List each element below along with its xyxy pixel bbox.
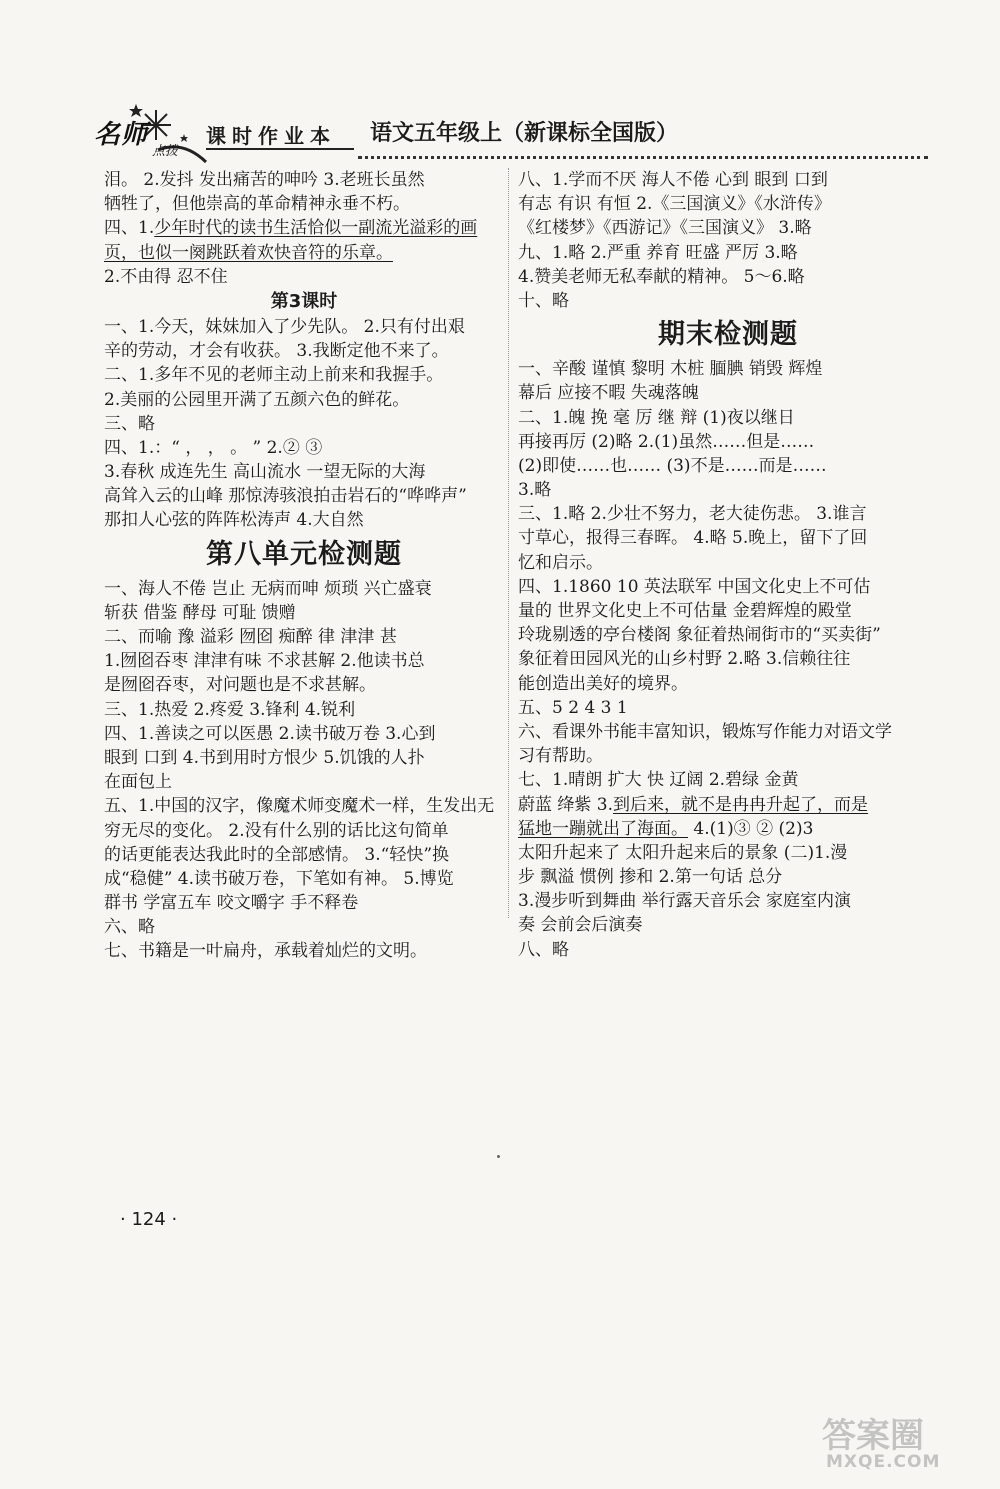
answer-text: 是囫囵吞枣，对问题也是不求甚解。	[104, 675, 376, 696]
answer-line	[104, 460, 504, 484]
answer-text: 量的 世界文化史上不可估量 金碧辉煌的殿堂	[518, 601, 852, 621]
answer-line	[518, 289, 938, 313]
watermark-text: 答案圈	[822, 1416, 924, 1456]
answer-line	[518, 938, 938, 962]
watermark-url: MXQE.COM	[826, 1452, 941, 1472]
answer-line	[104, 915, 504, 939]
answer-line	[518, 889, 938, 913]
answer-text: 二、1.魄 挽 毫 厉 继 辩 (1)夜以继日	[518, 407, 795, 428]
answer-text: 奏 会前会后演奏	[518, 915, 643, 936]
answer-line	[104, 484, 504, 508]
answer-text: 二、而喻 豫 溢彩 囫囵 痴醉 律 津津 甚	[104, 627, 397, 647]
logo-subtext: 点拨	[152, 144, 179, 159]
answer-text: 能创造出美好的境界。	[518, 673, 688, 694]
answer-line	[518, 623, 938, 647]
answer-line	[104, 412, 504, 436]
watermark	[822, 1408, 992, 1478]
answer-text: 六、看课外书能丰富知识，锻炼写作能力对语文学	[518, 721, 892, 742]
answer-text: 太阳升起来了 太阳升起来后的景象 (二)1.漫	[518, 842, 848, 863]
answer-line	[518, 216, 938, 240]
answer-text: 眼到 口到 4.书到用时方恨少 5.饥饿的人扑	[104, 747, 425, 768]
answer-text: 2.美丽的公园里开满了五颜六色的鲜花。	[104, 389, 410, 410]
answer-text: 幕后 应接不暇 失魂落魄	[518, 383, 699, 404]
answer-text: 忆和启示。	[518, 552, 603, 573]
answer-text: 四、1.1860 10 英法联军 中国文化史上不可估	[518, 576, 871, 597]
answer-text: 蔚蓝 绛紫 3.	[518, 794, 614, 815]
answer-line	[518, 793, 938, 817]
answer-line	[104, 315, 504, 339]
answer-text: 习有帮助。	[518, 746, 603, 767]
answer-text: 二、1.多年不见的老师主动上前来和我握手。	[104, 365, 444, 386]
answer-text: 一、1.今天，妹妹加入了少先队。 2.只有付出艰	[104, 316, 465, 337]
right-answer-column	[518, 168, 938, 962]
answer-line	[518, 672, 938, 696]
section-heading: 第八单元检测题	[206, 538, 402, 570]
answer-text: 的话更能表达我此时的全部感情。 3.“轻快”换	[104, 844, 450, 865]
answer-text: 4.赞美老师无私奉献的精神。 5～6.略	[518, 266, 805, 287]
answer-line	[104, 698, 504, 722]
answer-line	[518, 865, 938, 889]
answer-line	[104, 241, 504, 265]
section-heading: 第3课时	[270, 290, 338, 312]
answer-text: 再接再厉 (2)略 2.(1)虽然……但是……	[518, 431, 815, 452]
answer-line	[518, 647, 938, 671]
answer-line	[518, 599, 938, 623]
answer-line	[104, 939, 504, 963]
answer-line	[104, 722, 504, 746]
answer-text: 牺牲了，但他崇高的革命精神永垂不朽。	[104, 194, 410, 215]
answer-text: 六、略	[104, 917, 155, 938]
answer-text: 穷无尽的变化。 2.没有什么别的话比这句简单	[104, 820, 449, 841]
answer-line	[104, 625, 504, 649]
answer-line	[104, 192, 504, 216]
answer-text: 七、1.晴朗 扩大 快 辽阔 2.碧绿 金黄	[518, 770, 799, 791]
answer-text: 象征着田园风光的山乡村野 2.略 3.信赖往往	[518, 649, 851, 670]
answer-line	[518, 357, 938, 381]
answer-line	[104, 843, 504, 867]
answer-line	[518, 430, 938, 454]
column-divider	[508, 168, 509, 918]
answer-line	[518, 913, 938, 937]
page-number: · 124 ·	[120, 1209, 178, 1230]
answer-line	[518, 192, 938, 216]
answer-line	[104, 819, 504, 843]
answer-text: 3.春秋 成连先生 高山流水 一望无际的大海	[104, 462, 426, 483]
answer-line	[518, 502, 938, 526]
answer-line	[104, 339, 504, 363]
answer-line	[518, 575, 938, 599]
answer-text: 三、1.略 2.少壮不努力，老大徒伤悲。 3.谁言	[518, 504, 867, 525]
answer-text: 泪。 2.发抖 发出痛苦的呻吟 3.老班长虽然	[104, 170, 425, 190]
answer-text: 3.漫步听到舞曲 举行露天音乐会 家庭室内演	[518, 891, 852, 912]
answer-line	[104, 673, 504, 697]
answer-text: 辛的劳动，才会有收获。 3.我断定他不来了。	[104, 341, 449, 362]
book-subject: 语文五年级上（新课标全国版）	[370, 121, 679, 146]
answer-text: 玲珑剔透的亭台楼阁 象征着热闹街市的“买卖街”	[518, 625, 881, 646]
answer-text: 四、1.：“ ， ， 。 ” 2.② ③	[104, 437, 323, 458]
answer-text: 五、1.中国的汉字，像魔术师变魔术一样，生发出无	[104, 796, 495, 817]
answer-line	[518, 406, 938, 430]
header-rule	[206, 148, 354, 150]
left-answer-column	[104, 168, 504, 964]
underlined-answer: 猛地一蹦就出了海面。	[518, 818, 688, 839]
answer-line	[104, 388, 504, 412]
answer-text: 成“稳健” 4.读书破万卷，下笔如有神。 5.博览	[104, 868, 454, 889]
answer-line	[518, 744, 938, 768]
answer-line	[104, 436, 504, 460]
answer-text: 那扣人心弦的阵阵松涛声 4.大自然	[104, 510, 364, 531]
answer-line	[518, 551, 938, 575]
answer-line	[518, 817, 938, 841]
answer-text: (2)即使……也…… (3)不是……而是……	[518, 455, 827, 476]
answer-line	[518, 841, 938, 865]
answer-line	[104, 216, 504, 240]
answer-line	[518, 265, 938, 289]
underlined-answer: 少年时代的读书生活恰似一副流光溢彩的画	[154, 218, 478, 239]
answer-line	[518, 720, 938, 744]
answer-text: 一、辛酸 谨慎 黎明 木桩 腼腆 销毁 辉煌	[518, 359, 823, 380]
answer-line	[518, 168, 938, 192]
answer-line	[104, 265, 504, 289]
answer-line	[104, 601, 504, 625]
book-title: 课时作业本	[206, 124, 336, 148]
answer-line	[104, 577, 504, 601]
underlined-answer: 到后来，就不是冉冉升起了，而是	[613, 794, 869, 815]
answer-text: 七、书籍是一叶扁舟，承载着灿烂的文明。	[104, 941, 427, 962]
answer-line	[104, 649, 504, 673]
answer-text: 在面包上	[104, 772, 172, 793]
answer-text: 2.不由得 忍不住	[104, 266, 228, 287]
answer-text: 高耸入云的山峰 那惊涛骇浪拍击岩石的“哗哗声”	[104, 486, 467, 507]
answer-text: 有志 有识 有恒 2.《三国演义》《水浒传》	[518, 194, 831, 215]
answer-line	[104, 770, 504, 794]
answer-text: 寸草心，报得三春晖。 4.略 5.晚上，留下了回	[518, 528, 868, 549]
answer-line	[104, 891, 504, 915]
underlined-answer: 页，也似一阕跳跃着欢快音符的乐章。	[104, 242, 393, 263]
answer-line	[104, 794, 504, 818]
answer-text: 一、海人不倦 岂止 无病而呻 烦琐 兴亡盛衰	[104, 578, 432, 599]
answer-line	[518, 768, 938, 792]
answer-line	[518, 696, 938, 720]
answer-text: 4.(1)③ ② (2)3	[688, 818, 814, 839]
answer-text: 五、5 2 4 3 1	[518, 697, 628, 718]
logo-text: 名师	[94, 120, 149, 150]
answer-text: 《红楼梦》《西游记》《三国演义》 3.略	[518, 218, 812, 239]
answer-line	[104, 508, 504, 532]
answer-text: 四、1.善读之可以医愚 2.读书破万卷 3.心到	[104, 723, 436, 744]
speck	[497, 1155, 500, 1158]
answer-line	[518, 381, 938, 405]
section-heading: 期末检测题	[658, 319, 798, 351]
answer-line	[104, 168, 504, 192]
answer-line	[518, 454, 938, 478]
answer-text: 三、1.热爱 2.疼爱 3.锋利 4.锐利	[104, 699, 356, 720]
answer-text: 1.囫囵吞枣 津津有味 不求甚解 2.他读书总	[104, 651, 425, 672]
answer-line	[518, 478, 938, 502]
answer-text: 步 飘溢 惯例 掺和 2.第一句话 总分	[518, 867, 783, 888]
answer-line	[518, 526, 938, 550]
publisher-logo	[88, 100, 208, 166]
answer-text: 八、1.学而不厌 海人不倦 心到 眼到 口到	[518, 170, 828, 190]
answer-text: 八、略	[518, 939, 569, 960]
answer-text: 群书 学富五车 咬文嚼字 手不释卷	[104, 893, 359, 914]
answer-text: 斩获 借鉴 酵母 可耻 馈赠	[104, 602, 296, 623]
page-header	[88, 100, 928, 170]
answer-text: 十、略	[518, 290, 569, 311]
answer-line	[518, 241, 938, 265]
header-dotted-rule	[358, 156, 928, 159]
answer-text: 三、略	[104, 413, 155, 434]
answer-line	[104, 363, 504, 387]
answer-text: 四、1.	[104, 218, 155, 239]
answer-line	[104, 746, 504, 770]
answer-text: 3.略	[518, 480, 552, 501]
answer-text: 九、1.略 2.严重 养育 旺盛 严厉 3.略	[518, 242, 798, 263]
answer-line	[104, 867, 504, 891]
